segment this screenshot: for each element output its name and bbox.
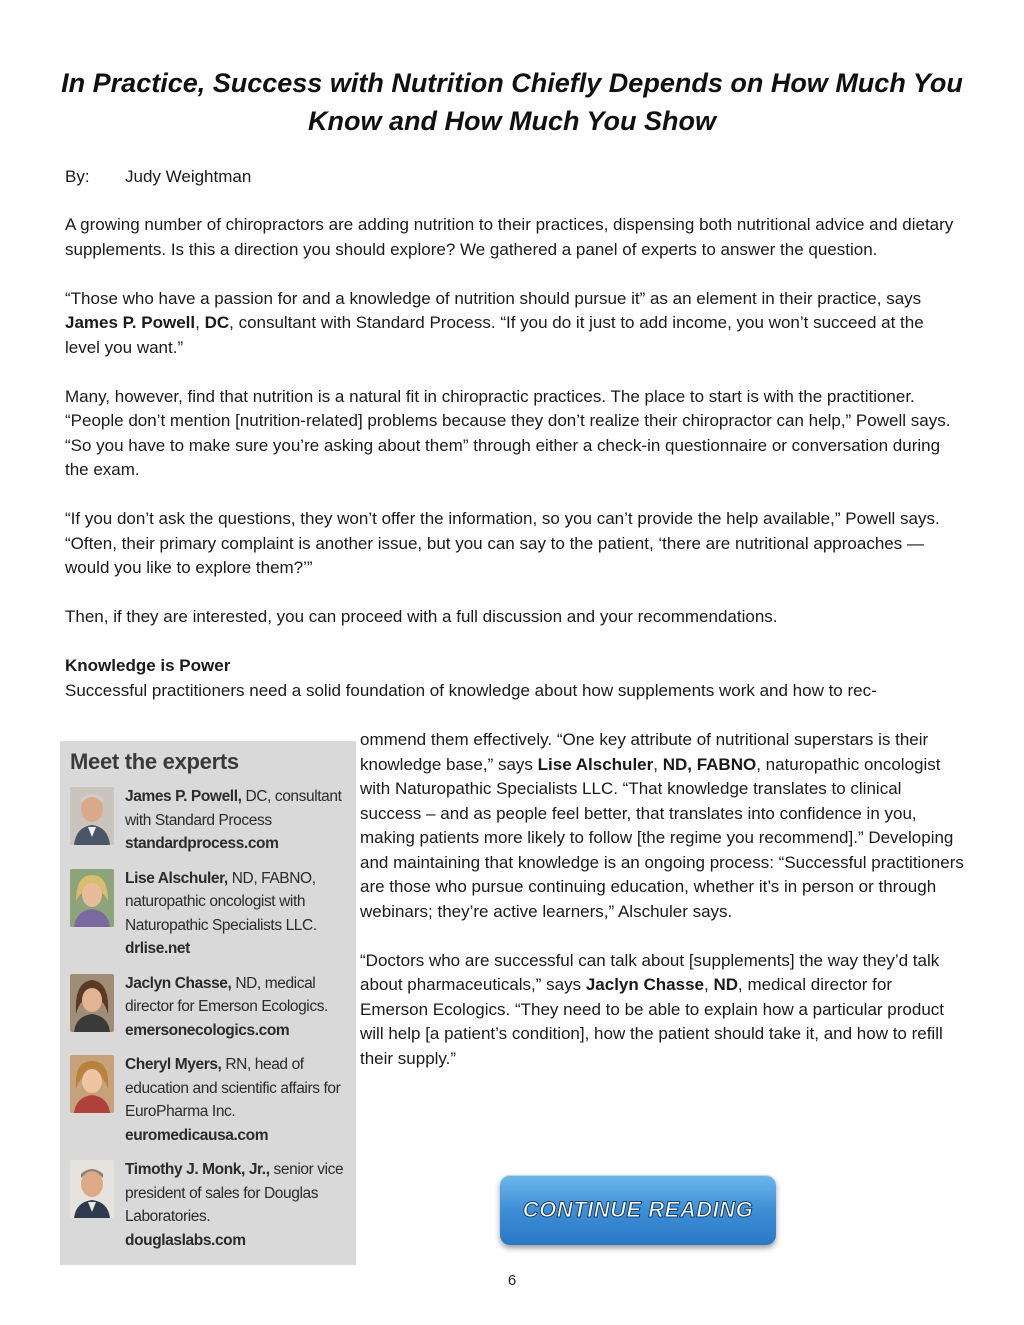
meet-the-experts-sidebar [60,741,356,1265]
article-title: In Practice, Success with Nutrition Chiefly Depends on How Much You Know and How Much You Show [61,68,963,136]
sidebar-heading: Meet the experts [70,749,239,774]
text-span: , [195,313,205,332]
text-span: , [703,975,714,994]
expert-site: euromedicausa.com [125,1126,269,1144]
expert-card [70,1158,346,1252]
text-span: , naturopathic oncologist with Naturopathic Specialists LLC. “That knowledge translates to clinical success – and as people feel better, that translates into confidence in you, making patients more likely to follow [the regime you recommend].” Developing and maintaining that knowledge is an ongoing process: “Successful practitioners are those who pursue continuing education, whether it’s in person or through webinars; they’re active learners,” Alschuler says. [360,754,964,921]
paragraph-proceed: Then, if they are interested, you can proceed with a full discussion and your recommendations. [65,607,778,626]
article-body-right-column [360,728,964,1096]
expert-card [70,867,346,961]
expert-card [70,785,346,856]
expert-photo-powell [70,787,114,845]
expert-desc: RN, head of education and scientific affairs for EuroPharma Inc. [125,1056,341,1120]
expert-desc: senior vice president of sales for Douglas Laboratories. [125,1161,344,1225]
expert-name: James P. Powell, [125,788,242,805]
text-span: ommend them effectively. “One key attribute of nutritional superstars is their knowledge base,” says [360,730,929,774]
expert-name: Timothy J. Monk, Jr., [125,1161,270,1178]
continue-reading-button[interactable]: CONTINUE READING [500,1175,776,1245]
expert-text [125,867,346,961]
expert-site: standardprocess.com [125,835,279,852]
expert-photo-monk [70,1160,114,1218]
text-span: “Those who have a passion for and a knowledge of nutrition should pursue it” as an element in their practice, says [65,288,922,308]
text-span: “Doctors who are successful can talk about [supplements] the way they’d talk about pharmaceuticals,” says [360,950,940,994]
expert-credential-alschuler: ND, FABNO [662,754,757,774]
expert-photo-myers [70,1055,114,1113]
expert-text [125,1158,346,1252]
paragraph-intro: A growing number of chiropractors are adding nutrition to their practices, dispensing both nutritional advice and dietary supplements. Is this a direction you should explore? We gathered a panel of experts to answer the question. [65,215,954,259]
text-span: , [653,754,663,774]
expert-card [70,1053,346,1147]
expert-text [125,1053,346,1147]
expert-text [125,785,346,856]
paragraph-ask-questions: “If you don’t ask the questions, they won’t offer the information, so you can’t provide the help available,” Powell says. “Often, their primary complaint is another issue, but you can say to the patient, ‘there are nutritional approaches — would you like to explore them?’” [65,509,940,577]
expert-name-chasse: Jaclyn Chasse [585,975,704,994]
expert-photo-chasse [70,974,114,1032]
paragraph-chasse [360,949,964,1072]
byline [65,165,251,189]
expert-desc: ND, medical director for Emerson Ecologics. [125,974,328,1015]
expert-name-powell: James P. Powell [65,313,196,332]
paragraph-knowledge-line1: Successful practitioners need a solid foundation of knowledge about how supplements work and how to rec- [65,680,877,700]
byline-label: By: [65,167,90,186]
expert-name: Jaclyn Chasse, [125,974,232,992]
expert-text [125,972,346,1043]
expert-site: emersonecologics.com [125,1021,290,1039]
section-heading-knowledge: Knowledge is Power [65,656,231,675]
expert-name: Lise Alschuler, [125,869,228,887]
text-span: , medical director for Emerson Ecologics. “They need to be able to explain how a particular product will help [a patient’s condition], how the patient should take it, and how to refill their supply.” [360,975,944,1068]
paragraph-natural-fit: Many, however, find that nutrition is a natural fit in chiropractic practices. The place to start is with the practitioner. “People don’t mention [nutrition-related] problems because they don’t realize their chiropractor can help,” Powell says. “So you have to make sure you’re asking about them” through either a check-in questionnaire or conversation during the exam. [65,386,951,479]
expert-desc: DC, consultant with Standard Process [125,788,342,829]
text-span: , consultant with Standard Process. “If you do it just to add income, you won’t succeed at the level you want.” [65,313,924,357]
article-body [65,213,960,703]
expert-desc: ND, FABNO, naturopathic oncologist with Naturopathic Specialists LLC. [125,869,317,934]
expert-card [70,972,346,1043]
byline-author: Judy Weightman [125,167,252,186]
expert-site: douglaslabs.com [125,1231,246,1249]
page-number: 6 [507,1272,517,1289]
expert-name-alschuler: Lise Alschuler [537,754,654,774]
expert-name: Cheryl Myers, [125,1056,222,1073]
expert-credential-powell: DC [204,313,230,332]
expert-credential-chasse: ND [713,975,738,994]
expert-site: drlise.net [125,940,190,957]
paragraph-alschuler [360,728,964,924]
expert-photo-alschuler [70,869,114,927]
paragraph-powell-quote [65,287,960,361]
